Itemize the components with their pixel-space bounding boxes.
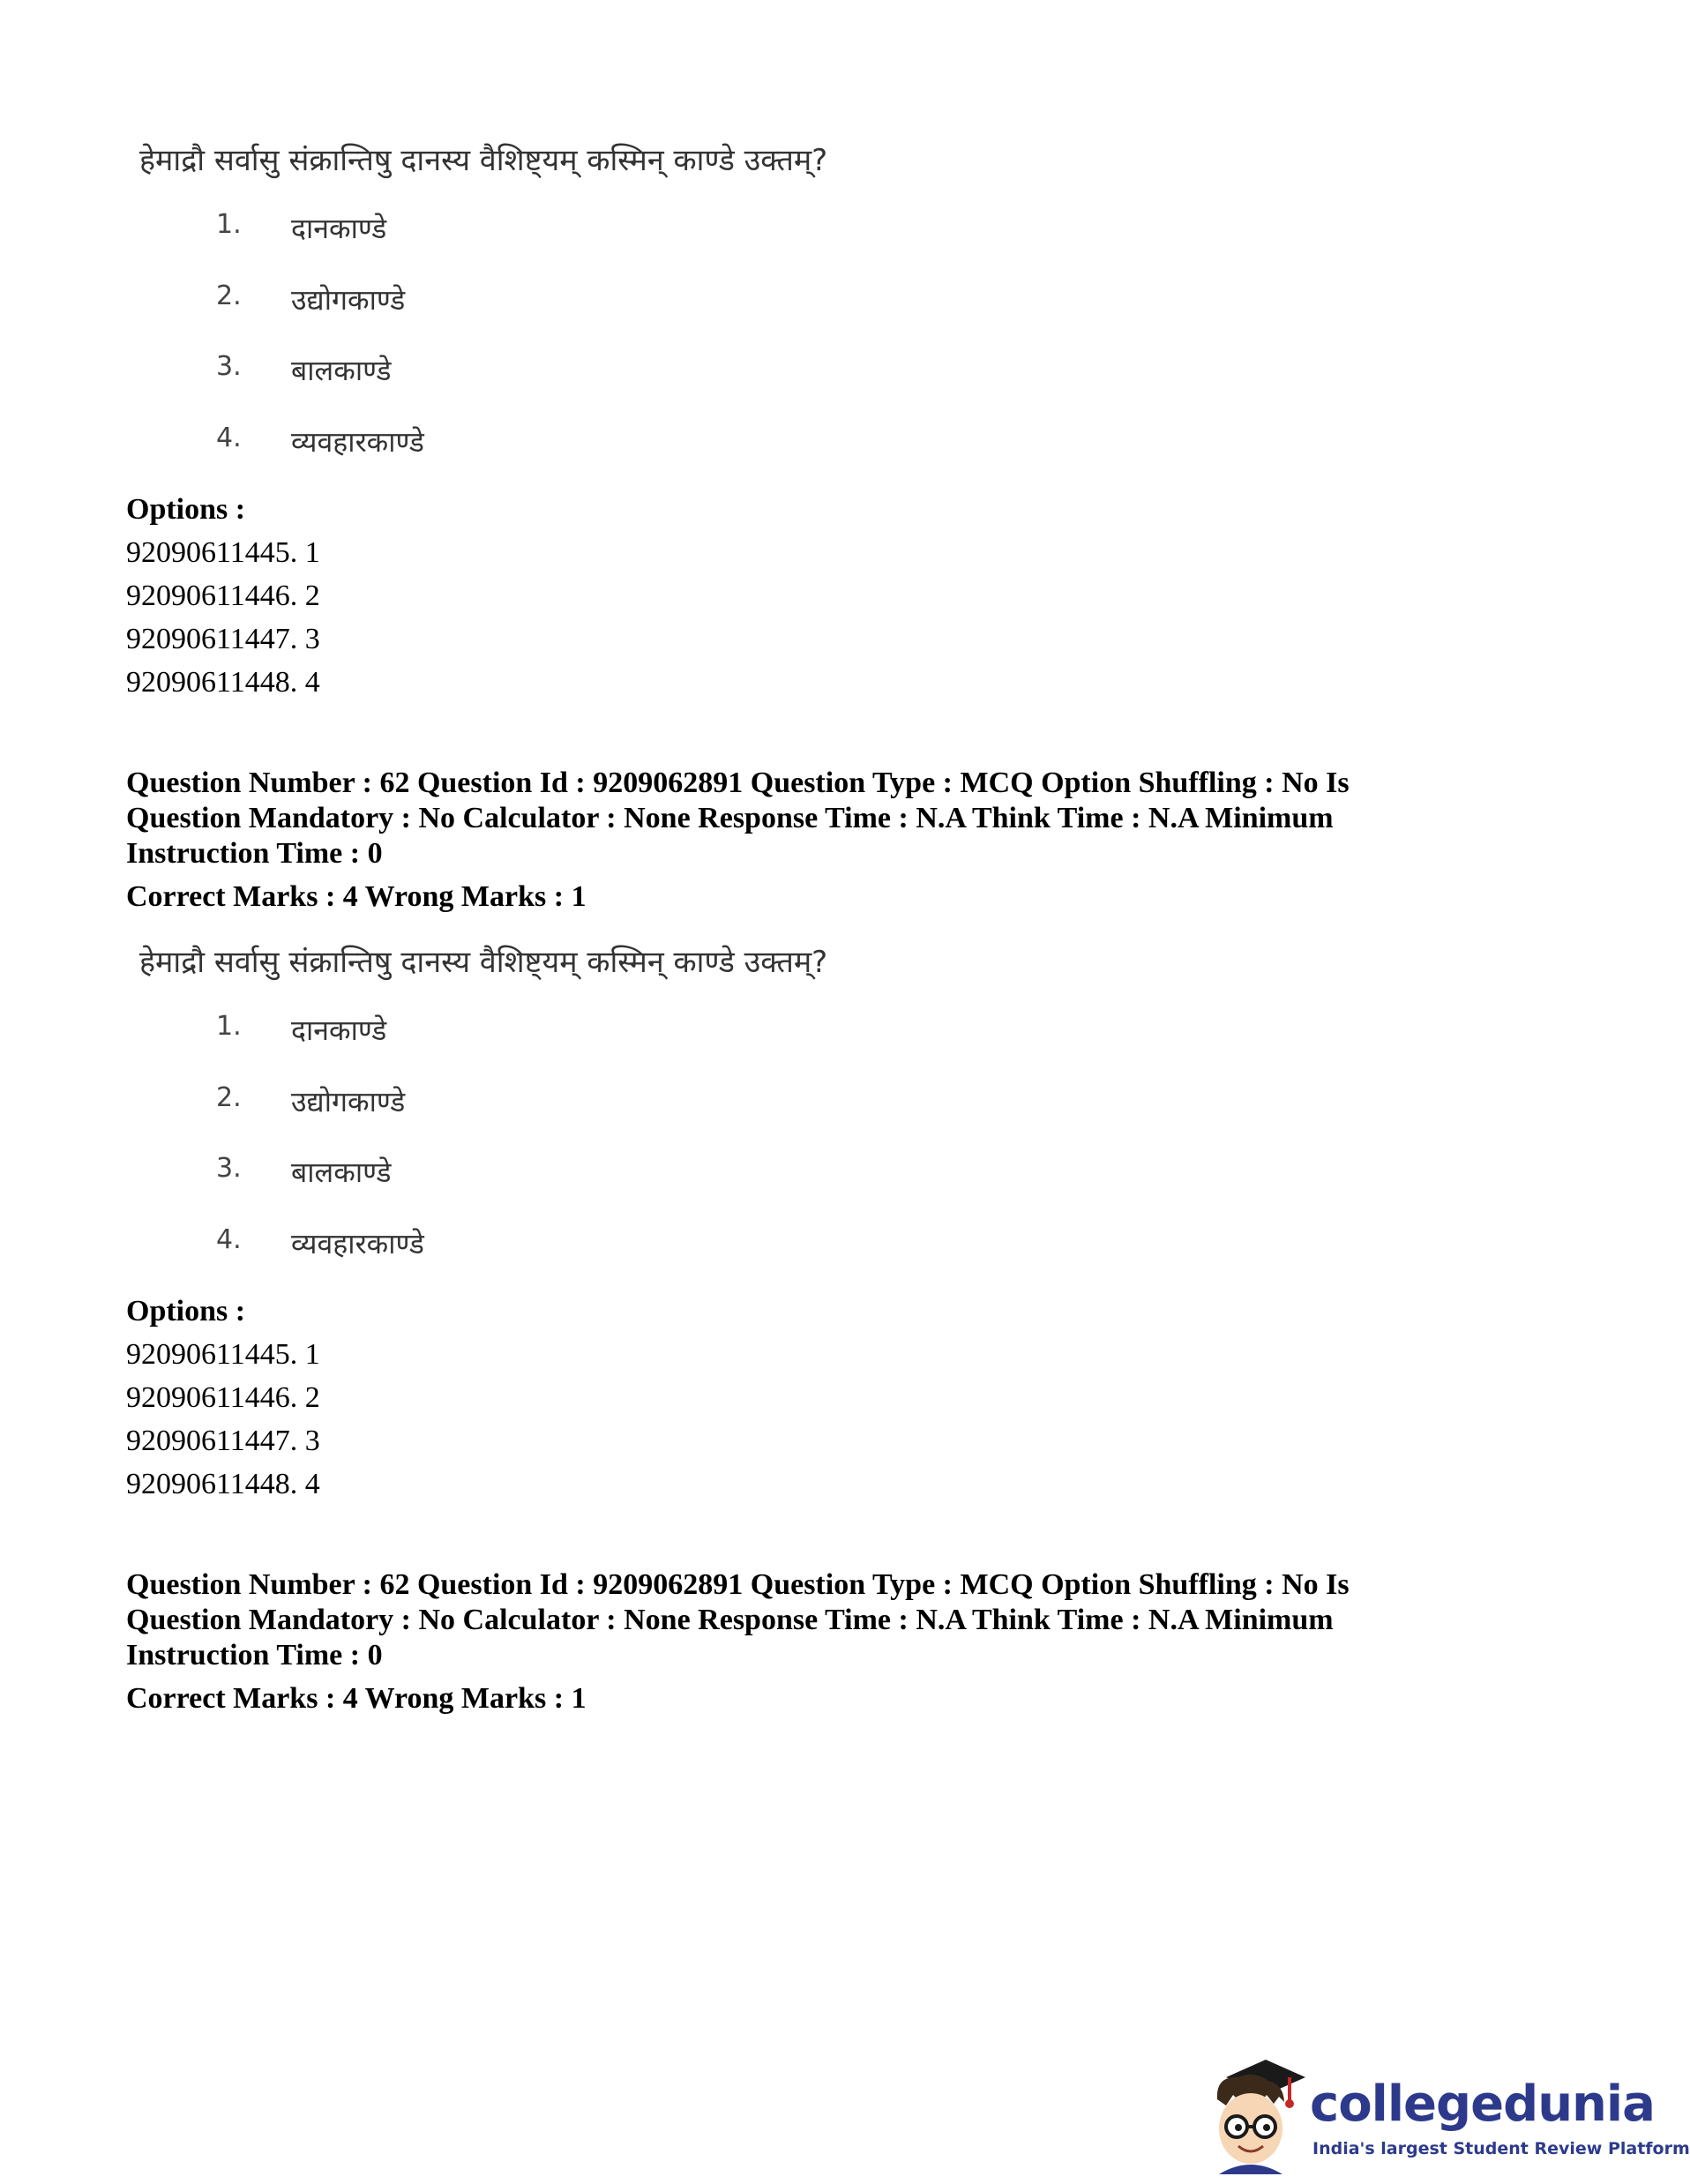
meta-line: Question Number : 62 Question Id : 9209062891 Question Type : MCQ Option Shuffling : No Is (126, 1568, 1350, 1601)
choice-text: व्यवहारकाण्डे (291, 1227, 424, 1260)
option-line: 92090611446. 2 (126, 1381, 320, 1414)
choice-number: 3. (216, 1153, 242, 1184)
choice-text: उद्योगकाण्डे (291, 1085, 406, 1118)
question-meta (126, 766, 1502, 871)
choice-number: 2. (216, 280, 242, 311)
marks-line: Correct Marks : 4 Wrong Marks : 1 (126, 880, 587, 913)
options-list (126, 488, 320, 704)
meta-line: Question Number : 62 Question Id : 9209062891 Question Type : MCQ Option Shuffling : No Is (126, 767, 1350, 799)
choice-number: 1. (216, 209, 242, 240)
option-line: 92090611445. 1 (126, 536, 320, 569)
choice-text: उद्योगकाण्डे (291, 283, 406, 317)
options-heading: Options : (126, 493, 246, 526)
option-line: 92090611447. 3 (126, 1425, 320, 1457)
options-list (126, 1290, 320, 1506)
meta-line: Question Mandatory : No Calculator : None Response Time : N.A Think Time : N.A Minimum (126, 802, 1334, 834)
question-text: हेमाद्रौ सर्वासु संक्रान्तिषु दानस्य वैशिष्ट्यम् कस्मिन् काण्डे उक्तम्? (139, 945, 828, 980)
option-line: 92090611448. 4 (126, 666, 320, 699)
meta-line: Instruction Time : 0 (126, 837, 383, 870)
question-meta (126, 1567, 1502, 1673)
option-line: 92090611445. 1 (126, 1338, 320, 1371)
logo-tagline: India's largest Student Review Platform (1312, 2139, 1690, 2158)
marks-line: Correct Marks : 4 Wrong Marks : 1 (126, 1682, 587, 1715)
collegedunia-logo (1200, 2051, 1690, 2174)
option-line: 92090611446. 2 (126, 580, 320, 612)
choice-text: बालकाण्डे (291, 1156, 392, 1189)
option-line: 92090611448. 4 (126, 1468, 320, 1500)
options-heading: Options : (126, 1295, 246, 1328)
choice-text: व्यवहारकाण्डे (291, 425, 424, 459)
mascot-icon (1200, 2051, 1314, 2174)
choice-number: 4. (216, 423, 242, 453)
choice-number: 1. (216, 1011, 242, 1042)
choice-text: दानकाण्डे (291, 1013, 387, 1047)
choice-text: दानकाण्डे (291, 212, 387, 245)
logo-wordmark: collegedunia (1310, 2076, 1655, 2133)
choice-number: 2. (216, 1082, 242, 1113)
option-line: 92090611447. 3 (126, 623, 320, 655)
choice-text: बालकाण्डे (291, 354, 392, 387)
meta-line: Question Mandatory : No Calculator : None Response Time : N.A Think Time : N.A Minimum (126, 1604, 1334, 1636)
choice-number: 4. (216, 1224, 242, 1255)
question-text: हेमाद्रौ सर्वासु संक्रान्तिषु दानस्य वैशिष्ट्यम् कस्मिन् काण्डे उक्तम्? (139, 143, 828, 178)
choice-number: 3. (216, 351, 242, 382)
meta-line: Instruction Time : 0 (126, 1639, 383, 1672)
